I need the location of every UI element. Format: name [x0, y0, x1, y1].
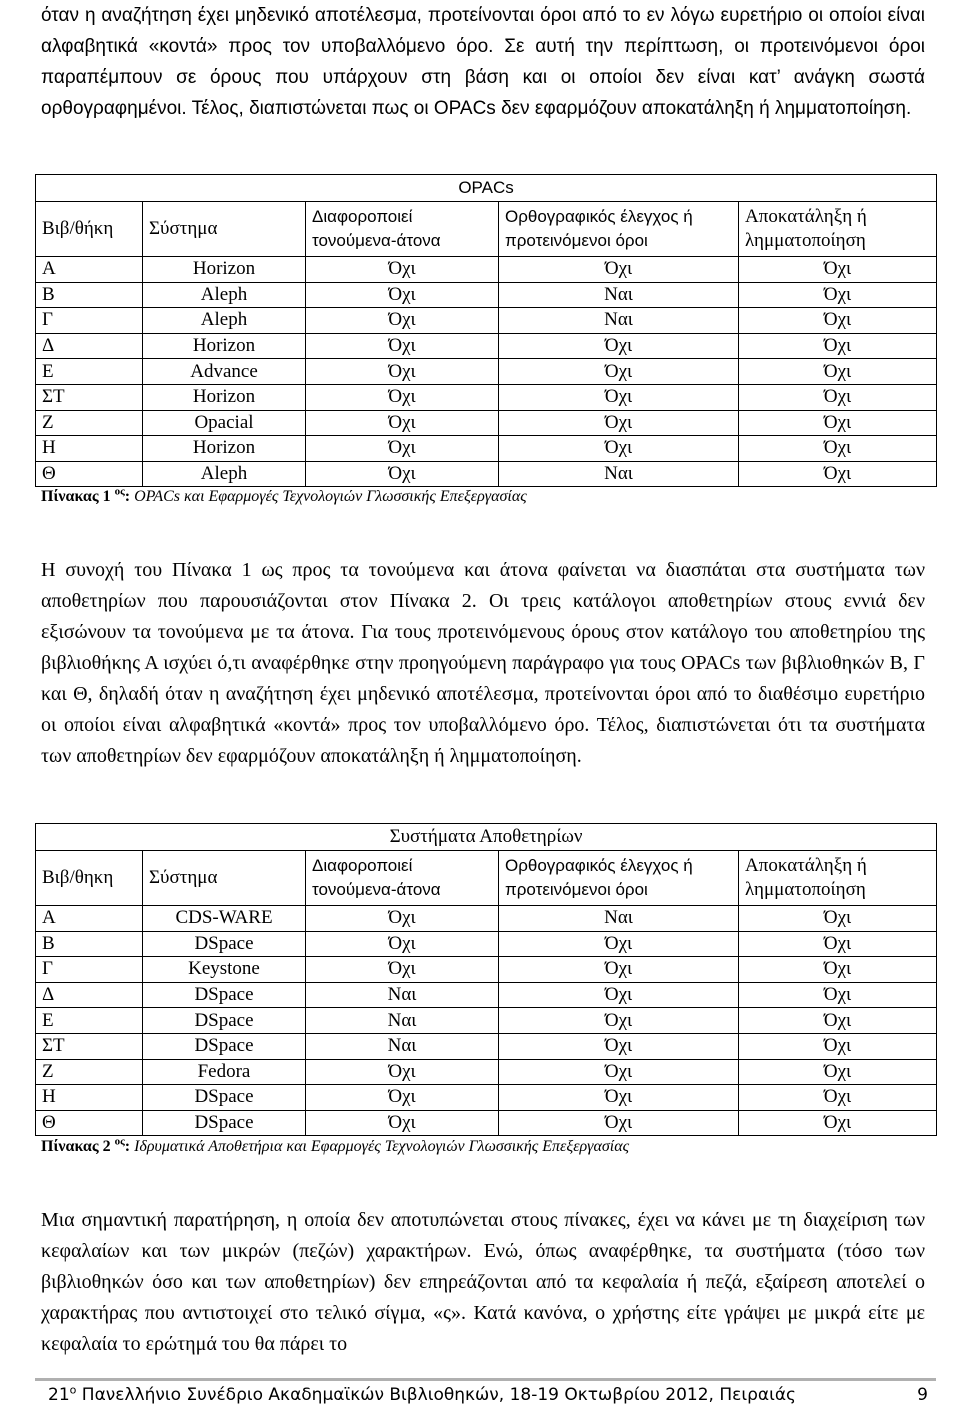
footer-text: Πανελλήνιο Συνέδριο Ακαδημαϊκών Βιβλιοθηκών, 18-19 Οκτωβρίου 2012, Πειραιάς [81, 1385, 797, 1405]
header-library: Βιβ/θηκη [36, 851, 143, 906]
cell-system: Aleph [143, 282, 306, 308]
cell-system: Horizon [143, 333, 306, 359]
cell-stemming: Όχι [739, 282, 937, 308]
cell-stemming: Όχι [739, 384, 937, 410]
cell-spelling: Ναι [499, 906, 739, 932]
page-number: 9 [917, 1385, 928, 1405]
cell-library: Θ [36, 1110, 143, 1136]
header-accents: Διαφοροποιεί τονούμενα-άτονα [306, 851, 499, 906]
cell-spelling: Όχι [499, 436, 739, 462]
footer-ordinal: 21 [48, 1385, 70, 1405]
table-row [36, 931, 937, 957]
cell-stemming: Όχι [739, 436, 937, 462]
cell-accents: Όχι [306, 1110, 499, 1136]
table-row [36, 1059, 937, 1085]
cell-stemming: Όχι [739, 410, 937, 436]
header-system: Σύστημα [143, 202, 306, 257]
header-stemming: Αποκατάληξη ή λημματοποίηση [739, 851, 937, 906]
cell-system: Horizon [143, 384, 306, 410]
cell-library: Α [36, 906, 143, 932]
table-row [36, 982, 937, 1008]
table-row [36, 1008, 937, 1034]
table-opacs-header-row [36, 202, 937, 257]
cell-stemming: Όχι [739, 257, 937, 283]
table-row [36, 359, 937, 385]
cell-system: DSpace [143, 1033, 306, 1059]
table-row [36, 957, 937, 983]
cell-accents: Όχι [306, 384, 499, 410]
cell-library: Α [36, 257, 143, 283]
table-row [36, 384, 937, 410]
cell-library: Γ [36, 308, 143, 334]
cell-stemming: Όχι [739, 359, 937, 385]
cell-accents: Όχι [306, 410, 499, 436]
caption-1-text: OPACs και Εφαρμογές Τεχνολογιών Γλωσσικής Επεξεργασίας [134, 488, 527, 505]
cell-accents: Όχι [306, 359, 499, 385]
table-row [36, 1110, 937, 1136]
table-repositories-title: Συστήματα Αποθετηρίων [36, 824, 937, 851]
cell-accents: Όχι [306, 308, 499, 334]
table-row [36, 1085, 937, 1111]
cell-library: Β [36, 282, 143, 308]
cell-stemming: Όχι [739, 982, 937, 1008]
cell-stemming: Όχι [739, 1059, 937, 1085]
cell-spelling: Όχι [499, 1033, 739, 1059]
table-repositories-body [36, 906, 937, 1136]
cell-accents: Όχι [306, 931, 499, 957]
cell-accents: Όχι [306, 461, 499, 487]
cell-spelling: Όχι [499, 333, 739, 359]
table-repositories-title-row [36, 824, 937, 851]
table-opacs [35, 174, 937, 487]
cell-spelling: Ναι [499, 308, 739, 334]
cell-spelling: Όχι [499, 982, 739, 1008]
table-row [36, 257, 937, 283]
table-opacs-title: OPACs [36, 175, 937, 202]
table-repositories-caption: Πίνακας 2 $^{o\varsigma}$: Ιδρυματικά Αποθετήρια και Εφαρμογές Τεχνολογιών Γλωσσικής Επεξεργασίας [41, 1135, 630, 1155]
cell-system: Opacial [143, 410, 306, 436]
cell-stemming: Όχι [739, 1033, 937, 1059]
cell-spelling: Όχι [499, 410, 739, 436]
cell-library: Η [36, 1085, 143, 1111]
cell-spelling: Όχι [499, 1085, 739, 1111]
table-opacs-body [36, 257, 937, 487]
caption-1-sup: ος [114, 485, 125, 498]
cell-library: ΣΤ [36, 384, 143, 410]
cell-spelling: Όχι [499, 384, 739, 410]
cell-system: Advance [143, 359, 306, 385]
cell-accents: Ναι [306, 1033, 499, 1059]
cell-accents: Όχι [306, 906, 499, 932]
cell-library: Ε [36, 359, 143, 385]
cell-library: Γ [36, 957, 143, 983]
intro-paragraph: όταν η αναζήτηση έχει μηδενικό αποτέλεσμα, προτείνονται όροι από το εν λόγω ευρετήριο οι οποίοι είναι αλφαβητικά «κοντά» προς τον υποβαλλόμενο όρο. Σε αυτή την περίπτωση, οι προτεινόμενοι όροι παραπέμπουν σε όρους που υπάρχουν στη βάση και οι οποίοι δεν είναι κατ’ ανάγκη σωστά ορθογραφημένοι. Τέλος, διαπιστώνεται πως οι OPACs δεν εφαρμόζουν αποκατάληξη ή λημματοποίηση. [41, 5, 925, 119]
cell-accents: Ναι [306, 982, 499, 1008]
cell-stemming: Όχι [739, 333, 937, 359]
cell-library: Δ [36, 333, 143, 359]
cell-accents: Όχι [306, 957, 499, 983]
cell-stemming: Όχι [739, 1085, 937, 1111]
cell-library: Β [36, 931, 143, 957]
cell-library: Ζ [36, 1059, 143, 1085]
middle-paragraph: Η συνοχή του Πίνακα 1 ως προς τα τονούμενα και άτονα φαίνεται να διασπάται στα συστήματα των αποθετηρίων που παρουσιάζονται στον Πίνακα 2. Οι τρεις κατάλογοι αποθετηρίων στους εννιά δεν εξισώνουν τα τονούμενα με τα άτονα. Για τους προτεινόμενους όρους στον κατάλογο του αποθετηρίου της βιβλιοθήκης Α ισχύει ό,τι αναφέρθηκε στην προηγούμενη παράγραφο για τους OPACs των βιβλιοθηκών Β, Γ και Θ, δηλαδή όταν η αναζήτηση έχει μηδενικό αποτέλεσμα, προτείνονται όροι από το διαθέσιμο ευρετήριο οι οποίοι είναι αλφαβητικά «κοντά» προς τον υποβαλλόμενο όρο. Τέλος, διαπιστώνεται ότι τα συστήματα των αποθετηρίων δεν εφαρμόζουν αποκατάληξη ή λημματοποίηση. [41, 559, 925, 767]
cell-system: Fedora [143, 1059, 306, 1085]
page-footer [48, 1384, 928, 1406]
cell-system: DSpace [143, 1110, 306, 1136]
cell-library: Ε [36, 1008, 143, 1034]
cell-spelling: Όχι [499, 957, 739, 983]
cell-system: Aleph [143, 461, 306, 487]
cell-accents: Ναι [306, 1008, 499, 1034]
cell-accents: Όχι [306, 436, 499, 462]
cell-spelling: Όχι [499, 1059, 739, 1085]
caption-2-label: Πίνακας 2 [41, 1138, 111, 1155]
table-row [36, 282, 937, 308]
header-stemming: Αποκατάληξη ή λημματοποίηση [739, 202, 937, 257]
footer-ordinal-sup: ο [69, 1383, 77, 1397]
table-opacs-title-row [36, 175, 937, 202]
cell-system: Horizon [143, 257, 306, 283]
table-row [36, 461, 937, 487]
cell-library: Ζ [36, 410, 143, 436]
cell-system: DSpace [143, 1085, 306, 1111]
cell-accents: Όχι [306, 1085, 499, 1111]
cell-spelling: Όχι [499, 257, 739, 283]
cell-library: Η [36, 436, 143, 462]
cell-system: CDS-WARE [143, 906, 306, 932]
cell-stemming: Όχι [739, 308, 937, 334]
table-row [36, 308, 937, 334]
cell-stemming: Όχι [739, 931, 937, 957]
footer-rule [35, 1378, 936, 1381]
cell-library: Δ [36, 982, 143, 1008]
cell-spelling: Όχι [499, 359, 739, 385]
cell-accents: Όχι [306, 257, 499, 283]
table-repositories [35, 823, 937, 1136]
header-spelling: Ορθογραφικός έλεγχος ή προτεινόμενοι όροι [499, 202, 739, 257]
cell-accents: Όχι [306, 282, 499, 308]
table-row [36, 1033, 937, 1059]
cell-library: Θ [36, 461, 143, 487]
cell-stemming: Όχι [739, 957, 937, 983]
caption-2-sup: ος [114, 1135, 125, 1148]
final-paragraph: Μια σημαντική παρατήρηση, η οποία δεν αποτυπώνεται στους πίνακες, έχει να κάνει με τη διαχείριση των κεφαλαίων και των μικρών (πεζών) χαρακτήρων. Ενώ, όπως αναφέρθηκε, τα συστήματα (τόσο των βιβλιοθηκών όσο και των αποθετηρίων) δεν επηρεάζονται από τα κεφαλαία ή πεζά, εξαίρεση αποτελεί ο χαρακτήρας που αντιστοιχεί στο τελικό σίγμα, «ς». Κατά κανόνα, ο χρήστης είτε γράψει με μικρά είτε με κεφαλαία το ερώτημά του θα πάρει το [41, 1209, 925, 1355]
cell-accents: Όχι [306, 1059, 499, 1085]
header-library: Βιβ/θήκη [36, 202, 143, 257]
cell-system: Horizon [143, 436, 306, 462]
header-spelling: Ορθογραφικός έλεγχος ή προτεινόμενοι όροι [499, 851, 739, 906]
table-row [36, 906, 937, 932]
cell-stemming: Όχι [739, 461, 937, 487]
cell-stemming: Όχι [739, 906, 937, 932]
cell-spelling: Όχι [499, 1110, 739, 1136]
table-row [36, 436, 937, 462]
cell-spelling: Όχι [499, 1008, 739, 1034]
cell-accents: Όχι [306, 333, 499, 359]
table-row [36, 410, 937, 436]
cell-stemming: Όχι [739, 1110, 937, 1136]
header-system: Σύστημα [143, 851, 306, 906]
cell-spelling: Ναι [499, 282, 739, 308]
cell-stemming: Όχι [739, 1008, 937, 1034]
cell-system: Aleph [143, 308, 306, 334]
header-accents: Διαφοροποιεί τονούμενα-άτονα [306, 202, 499, 257]
cell-system: DSpace [143, 931, 306, 957]
cell-system: DSpace [143, 1008, 306, 1034]
cell-system: DSpace [143, 982, 306, 1008]
cell-spelling: Όχι [499, 931, 739, 957]
cell-library: ΣΤ [36, 1033, 143, 1059]
caption-2-text: Ιδρυματικά Αποθετήρια και Εφαρμογές Τεχνολογιών Γλωσσικής Επεξεργασίας [134, 1138, 630, 1155]
cell-system: Keystone [143, 957, 306, 983]
caption-1-label: Πίνακας 1 [41, 488, 111, 505]
table-opacs-caption: Πίνακας 1 $^{o\varsigma}$: OPACs και Εφαρμογές Τεχνολογιών Γλωσσικής Επεξεργασίας [41, 485, 527, 505]
table-row [36, 333, 937, 359]
cell-spelling: Ναι [499, 461, 739, 487]
table-repositories-header-row [36, 851, 937, 906]
